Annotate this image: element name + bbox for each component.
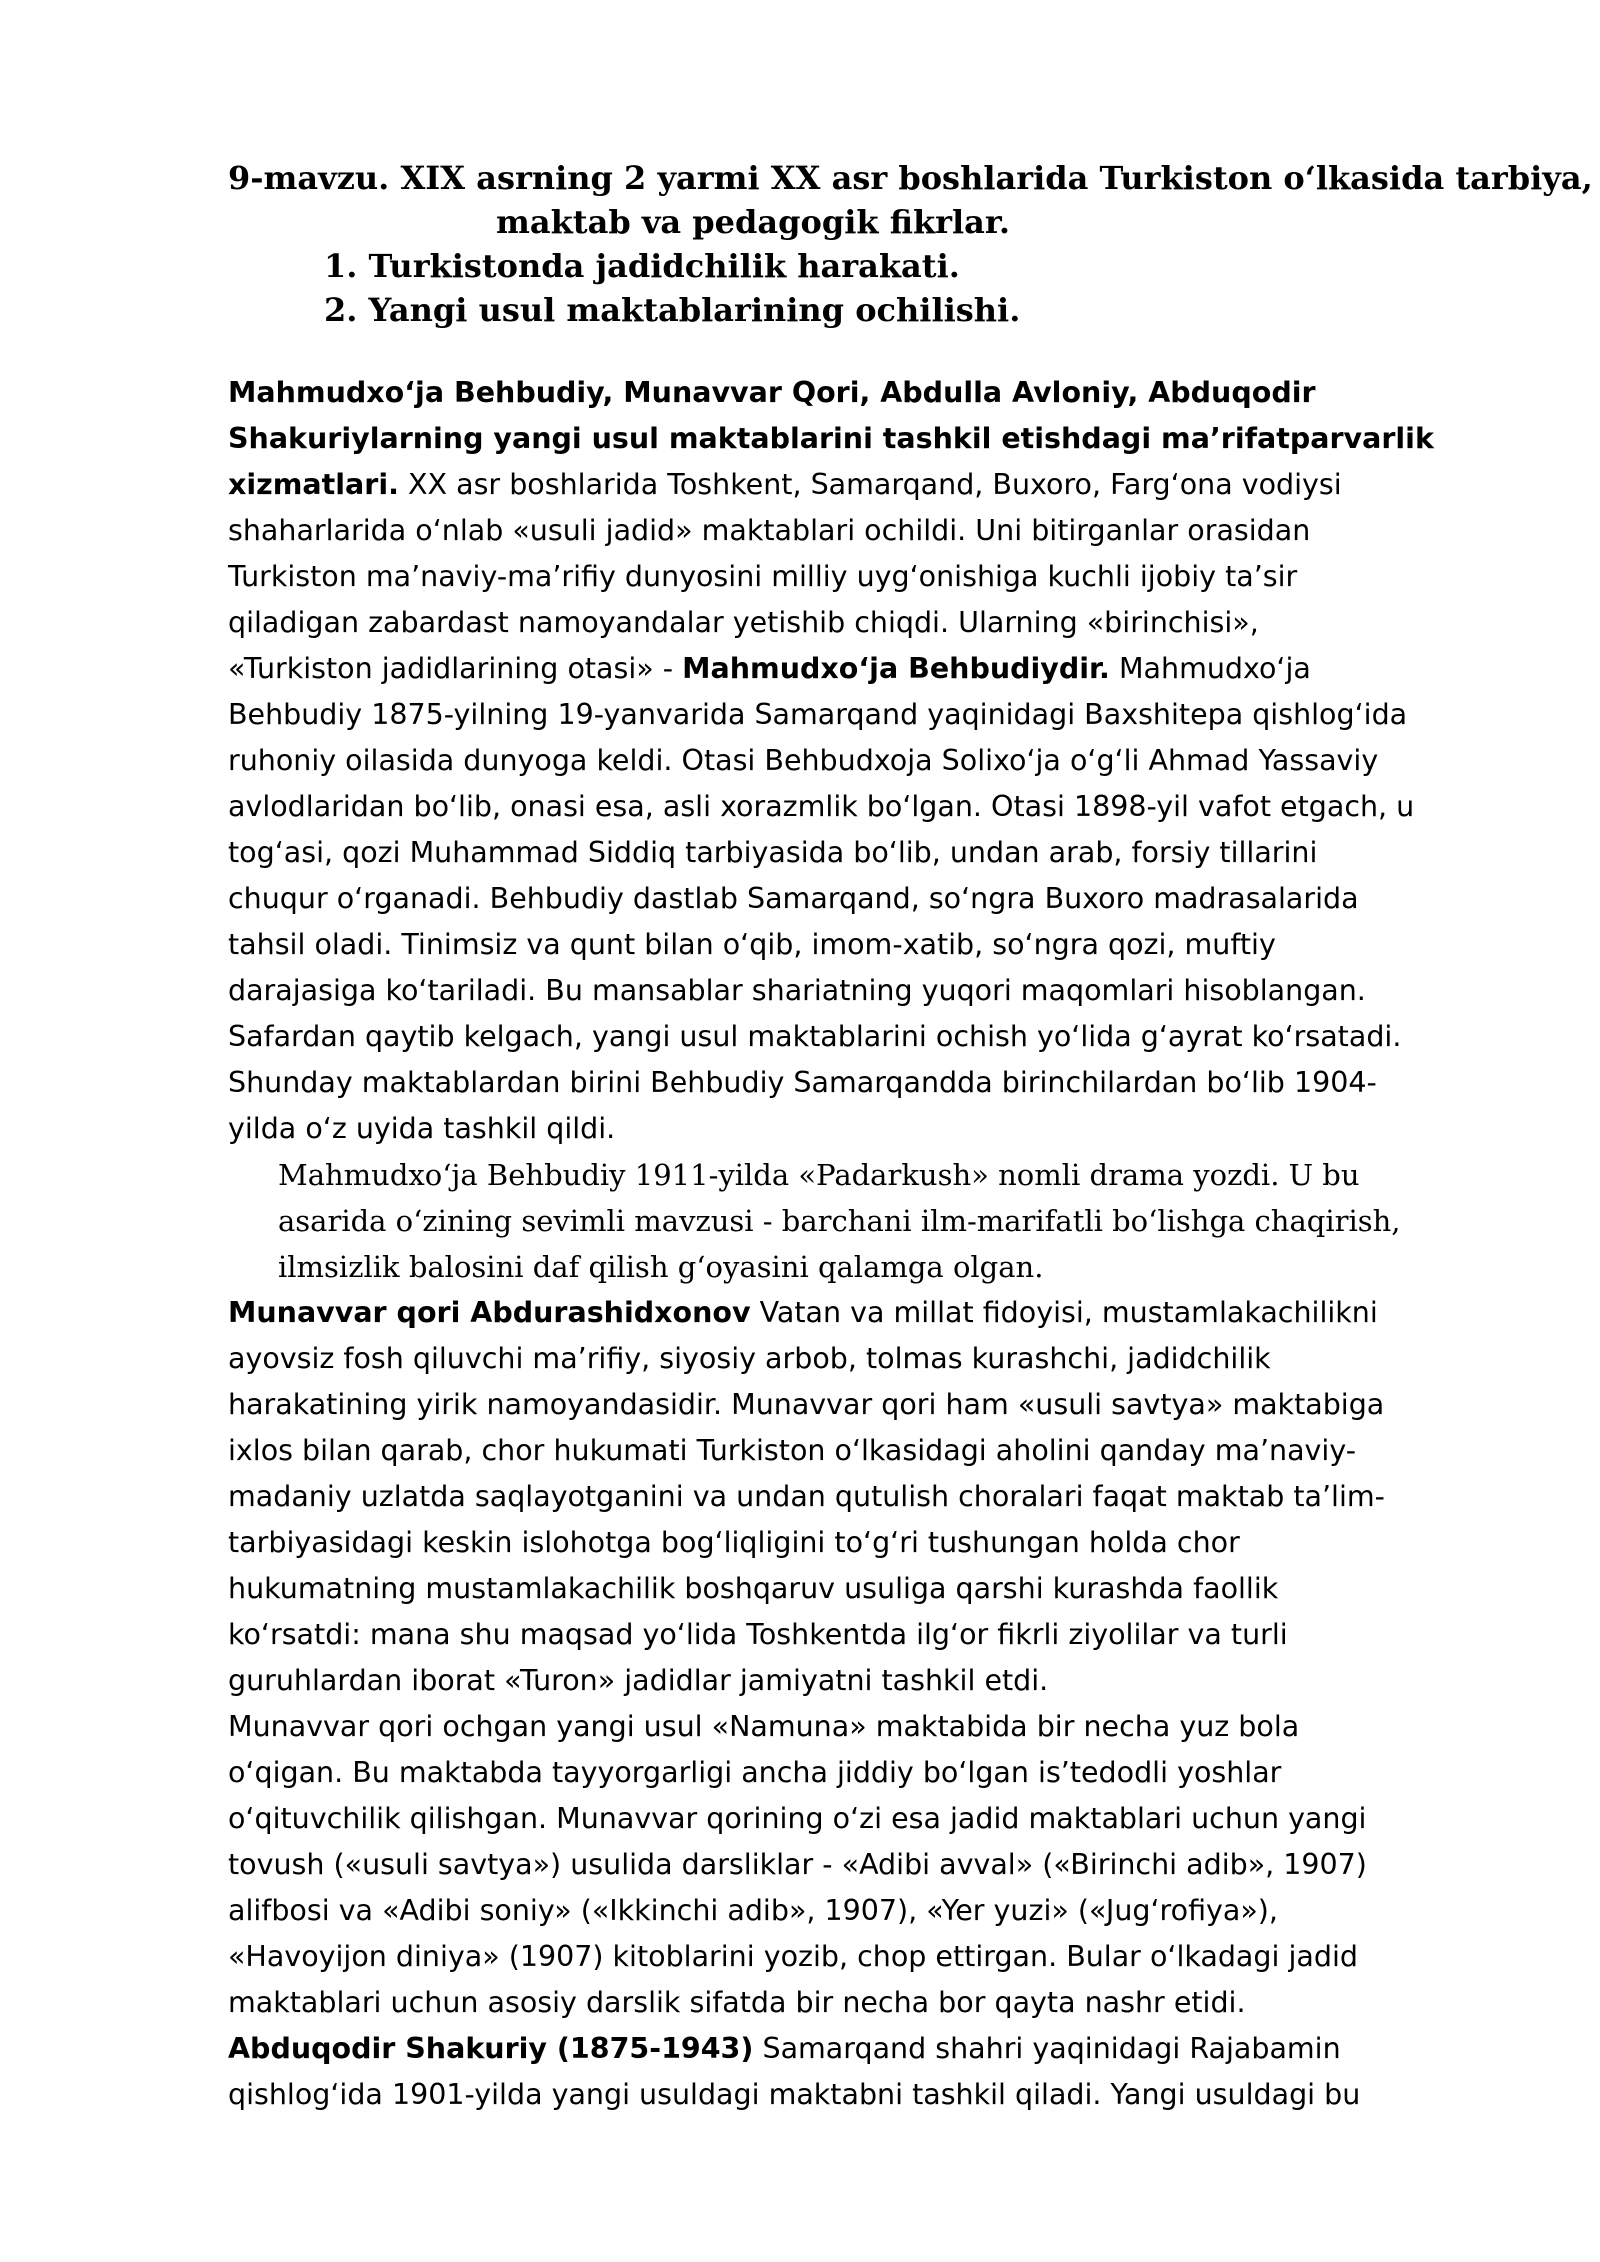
text-line: avlodlaridan bo‘lib, onasi esa, asli xorazmlik bo‘lgan. Otasi 1898-yil vafot etgach, u bbox=[228, 790, 1415, 823]
text-line: Mahmudxo‘ja Behbudiy 1911-yilda «Padarkush» nomli drama yozdi. U bu bbox=[278, 1158, 1360, 1192]
text-line: qiladigan zabardast namoyandalar yetishib chiqdi. Ularning «birinchisi», bbox=[228, 606, 1259, 639]
document-body bbox=[228, 370, 1528, 2118]
text-line: guruhlardan iborat «Turon» jadidlar jamiyatni tashkil etdi. bbox=[228, 1664, 1049, 1697]
outline-item-2: 2. Yangi usul maktablarining ochilishi. bbox=[324, 291, 1021, 329]
section-heading-line: xizmatlari. bbox=[228, 468, 399, 501]
text-line: Shunday maktablardan birini Behbudiy Samarqandda birinchilardan bo‘lib 1904- bbox=[228, 1066, 1377, 1099]
text-line: maktablari uchun asosiy darslik sifatda bir necha bor qayta nashr etidi. bbox=[228, 1986, 1246, 2019]
topic-heading bbox=[228, 156, 1593, 332]
text-line: alifbosi va «Adibi soniy» («Ikkinchi adib», 1907), «Yer yuzi» («Jug‘rofiya»), bbox=[228, 1894, 1278, 1927]
section-heading-line: Shakuriylarning yangi usul maktablarini tashkil etishdagi ma’rifatparvarlik bbox=[228, 422, 1434, 455]
text-run: Samarqand shahri yaqinidagi Rajabamin bbox=[753, 2032, 1341, 2065]
text-run: Vatan va millat fidoyisi, mustamlakachilikni bbox=[750, 1296, 1378, 1329]
text-line: hukumatning mustamlakachilik boshqaruv usuliga qarshi kurashda faollik bbox=[228, 1572, 1279, 1605]
paragraph-padarkush bbox=[228, 1152, 1528, 1290]
text-line: Behbudiy 1875-yilning 19-yanvarida Samarqand yaqinidagi Baxshitepa qishlog‘ida bbox=[228, 698, 1408, 731]
text-run: «Turkiston jadidlarining otasi» - bbox=[228, 652, 683, 685]
text-line: tahsil oladi. Tinimsiz va qunt bilan o‘qib, imom-xatib, so‘ngra qozi, muftiy bbox=[228, 928, 1276, 961]
text-line: Safardan qaytib kelgach, yangi usul maktablarini ochish yo‘lida g‘ayrat ko‘rsatadi. bbox=[228, 1020, 1402, 1053]
text-line: darajasiga ko‘tariladi. Bu mansablar shariatning yuqori maqomlari hisoblangan. bbox=[228, 974, 1366, 1007]
text-line: ayovsiz fosh qiluvchi ma’rifiy, siyosiy arbob, tolmas kurashchi, jadidchilik bbox=[228, 1342, 1271, 1375]
text-line: tovush («usuli savtya») usulida darsliklar - «Adibi avval» («Birinchi adib», 1907) bbox=[228, 1848, 1367, 1881]
paragraph-shakuriy bbox=[228, 2026, 1528, 2118]
paragraph-behbudiy bbox=[228, 370, 1528, 1152]
text-line: ilmsizlik balosini daf qilish g‘oyasini qalamga olgan. bbox=[278, 1250, 1044, 1284]
text-line: ruhoniy oilasida dunyoga keldi. Otasi Behbudxoja Solixo‘ja o‘g‘li Ahmad Yassaviy bbox=[228, 744, 1379, 777]
text-line: asarida o‘zining sevimli mavzusi - barchani ilm-marifatli bo‘lishga chaqirish, bbox=[278, 1204, 1401, 1238]
text-line: shaharlarida o‘nlab «usuli jadid» maktablari ochildi. Uni bitirganlar orasidan bbox=[228, 514, 1311, 547]
text-line: o‘qigan. Bu maktabda tayyorgarligi ancha jiddiy bo‘lgan is’tedodli yoshlar bbox=[228, 1756, 1282, 1789]
bold-name: Mahmudxo‘ja Behbudiydir. bbox=[682, 652, 1110, 685]
text-line: Turkiston ma’naviy-ma’rifiy dunyosini milliy uyg‘onishiga kuchli ijobiy ta’sir bbox=[228, 560, 1298, 593]
text-run: XX asr boshlarida Toshkent, Samarqand, Buxoro, Farg‘ona vodiysi bbox=[398, 468, 1342, 501]
bold-name: Munavvar qori Abdurashidxonov bbox=[228, 1296, 751, 1329]
text-line: yilda o‘z uyida tashkil qildi. bbox=[228, 1112, 616, 1145]
text-line: Munavvar qori ochgan yangi usul «Namuna» maktabida bir necha yuz bola bbox=[228, 1710, 1300, 1743]
text-line: qishlog‘ida 1901-yilda yangi usuldagi maktabni tashkil qiladi. Yangi usuldagi bu bbox=[228, 2078, 1361, 2111]
text-line: o‘qituvchilik qilishgan. Munavvar qorining o‘zi esa jadid maktablari uchun yangi bbox=[228, 1802, 1367, 1835]
title-line-1: 9-mavzu. XIX asrning 2 yarmi XX asr boshlarida Turkiston o‘lkasida tarbiya, bbox=[228, 159, 1593, 197]
outline-item-1: 1. Turkistondа jadidchilik harakati. bbox=[324, 247, 960, 285]
paragraph-munavvar-qori bbox=[228, 1290, 1528, 1704]
text-line: «Havoyijon diniya» (1907) kitoblarini yozib, chop ettirgan. Bular o‘lkadagi jadid bbox=[228, 1940, 1358, 1973]
text-line: ko‘rsatdi: mana shu maqsad yo‘lida Toshkentda ilg‘or fikrli ziyolilar va turli bbox=[228, 1618, 1288, 1651]
text-line: chuqur o‘rganadi. Behbudiy dastlab Samarqand, so‘ngra Buxoro madrasalarida bbox=[228, 882, 1359, 915]
text-line: tarbiyasidagi keskin islohotga bog‘liqligini to‘g‘ri tushungan holda chor bbox=[228, 1526, 1240, 1559]
bold-name: Abduqodir Shakuriy (1875-1943) bbox=[228, 2032, 754, 2065]
text-line: madaniy uzlatda saqlayotganini va undan qutulish choralari faqat maktab ta’lim- bbox=[228, 1480, 1385, 1513]
text-run: Mahmudxo‘ja bbox=[1109, 652, 1311, 685]
title-line-2: maktab va pedagogik fikrlar. bbox=[496, 203, 1010, 241]
text-line: ixlos bilan qarab, chor hukumati Turkiston o‘lkasidagi aholini qanday ma’naviy- bbox=[228, 1434, 1356, 1467]
section-heading-line: Mahmudxo‘ja Behbudiy, Munavvar Qori, Abdulla Avloniy, Abduqodir bbox=[228, 376, 1316, 409]
paragraph-namuna-school bbox=[228, 1704, 1528, 2026]
text-line: harakatining yirik namoyandasidir. Munavvar qori ham «usuli savtya» maktabiga bbox=[228, 1388, 1385, 1421]
text-line: tog‘asi, qozi Muhammad Siddiq tarbiyasida bo‘lib, undan arab, forsiy tillarini bbox=[228, 836, 1318, 869]
